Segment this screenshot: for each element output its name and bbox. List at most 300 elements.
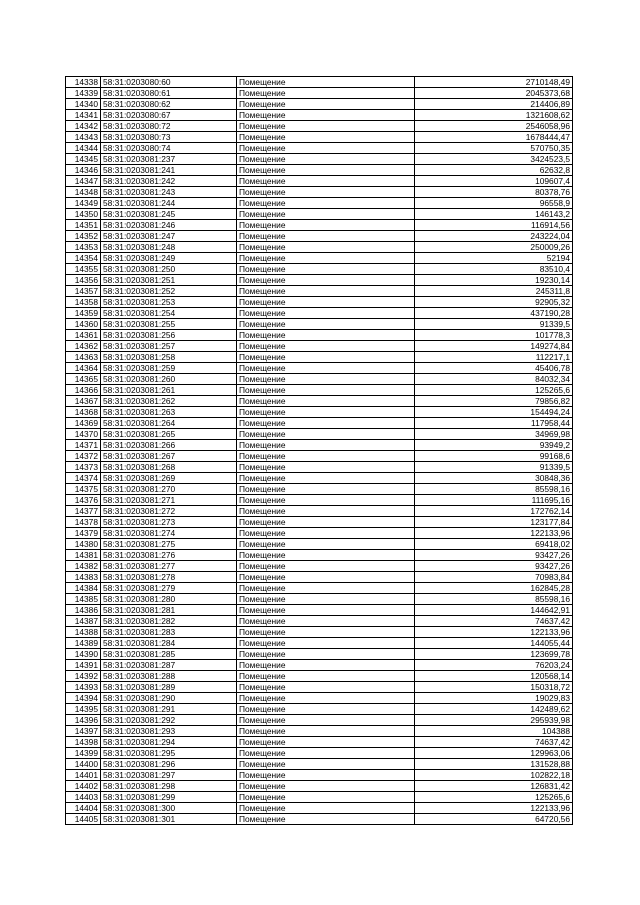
object-type: Помещение: [237, 341, 415, 352]
cadastral-value: 116914,56: [415, 220, 573, 231]
cadastral-number: 58:31:0203081:301: [101, 814, 237, 825]
object-type: Помещение: [237, 242, 415, 253]
table-row: [66, 264, 573, 275]
cadastral-value: 74637,42: [415, 616, 573, 627]
cadastral-number: 58:31:0203081:259: [101, 363, 237, 374]
row-number: 14365: [66, 374, 101, 385]
cadastral-number: 58:31:0203081:246: [101, 220, 237, 231]
object-type: Помещение: [237, 462, 415, 473]
object-type: Помещение: [237, 231, 415, 242]
cadastral-value: 64720,56: [415, 814, 573, 825]
cadastral-value: 30848,36: [415, 473, 573, 484]
table-row: [66, 297, 573, 308]
cadastral-value: 93949,2: [415, 440, 573, 451]
table-row: [66, 792, 573, 803]
table-row: [66, 88, 573, 99]
table-row: [66, 539, 573, 550]
row-number: 14392: [66, 671, 101, 682]
cadastral-value: 2710148,49: [415, 77, 573, 88]
table-row: [66, 187, 573, 198]
row-number: 14353: [66, 242, 101, 253]
object-type: Помещение: [237, 484, 415, 495]
cadastral-value: 2546058,96: [415, 121, 573, 132]
registry-table-body: [66, 77, 573, 825]
table-row: [66, 231, 573, 242]
row-number: 14340: [66, 99, 101, 110]
object-type: Помещение: [237, 198, 415, 209]
table-row: [66, 319, 573, 330]
cadastral-number: 58:31:0203081:269: [101, 473, 237, 484]
object-type: Помещение: [237, 539, 415, 550]
cadastral-number: 58:31:0203081:287: [101, 660, 237, 671]
object-type: Помещение: [237, 715, 415, 726]
object-type: Помещение: [237, 616, 415, 627]
cadastral-number: 58:31:0203081:278: [101, 572, 237, 583]
cadastral-number: 58:31:0203081:255: [101, 319, 237, 330]
cadastral-value: 83510,4: [415, 264, 573, 275]
cadastral-number: 58:31:0203081:273: [101, 517, 237, 528]
cadastral-number: 58:31:0203081:258: [101, 352, 237, 363]
row-number: 14375: [66, 484, 101, 495]
row-number: 14380: [66, 539, 101, 550]
cadastral-value: 150318,72: [415, 682, 573, 693]
table-row: [66, 649, 573, 660]
cadastral-value: 122133,96: [415, 528, 573, 539]
cadastral-number: 58:31:0203081:282: [101, 616, 237, 627]
cadastral-number: 58:31:0203081:291: [101, 704, 237, 715]
row-number: 14348: [66, 187, 101, 198]
object-type: Помещение: [237, 792, 415, 803]
table-row: [66, 770, 573, 781]
object-type: Помещение: [237, 297, 415, 308]
cadastral-number: 58:31:0203081:243: [101, 187, 237, 198]
table-row: [66, 286, 573, 297]
cadastral-value: 437190,28: [415, 308, 573, 319]
object-type: Помещение: [237, 517, 415, 528]
table-row: [66, 132, 573, 143]
table-row: [66, 616, 573, 627]
object-type: Помещение: [237, 264, 415, 275]
table-row: [66, 561, 573, 572]
object-type: Помещение: [237, 704, 415, 715]
cadastral-value: 120568,14: [415, 671, 573, 682]
cadastral-value: 91339,5: [415, 462, 573, 473]
row-number: 14386: [66, 605, 101, 616]
row-number: 14390: [66, 649, 101, 660]
cadastral-value: 85598,16: [415, 484, 573, 495]
object-type: Помещение: [237, 528, 415, 539]
cadastral-number: 58:31:0203081:299: [101, 792, 237, 803]
object-type: Помещение: [237, 594, 415, 605]
table-row: [66, 330, 573, 341]
cadastral-number: 58:31:0203081:289: [101, 682, 237, 693]
cadastral-value: 125265,6: [415, 385, 573, 396]
cadastral-value: 129963,06: [415, 748, 573, 759]
row-number: 14394: [66, 693, 101, 704]
row-number: 14354: [66, 253, 101, 264]
cadastral-number: 58:31:0203080:67: [101, 110, 237, 121]
object-type: Помещение: [237, 451, 415, 462]
object-type: Помещение: [237, 473, 415, 484]
row-number: 14362: [66, 341, 101, 352]
row-number: 14382: [66, 561, 101, 572]
table-row: [66, 110, 573, 121]
object-type: Помещение: [237, 385, 415, 396]
cadastral-number: 58:31:0203081:280: [101, 594, 237, 605]
table-row: [66, 374, 573, 385]
object-type: Помещение: [237, 209, 415, 220]
row-number: 14404: [66, 803, 101, 814]
object-type: Помещение: [237, 572, 415, 583]
row-number: 14379: [66, 528, 101, 539]
cadastral-number: 58:31:0203081:241: [101, 165, 237, 176]
row-number: 14341: [66, 110, 101, 121]
cadastral-value: 101778,3: [415, 330, 573, 341]
row-number: 14367: [66, 396, 101, 407]
cadastral-number: 58:31:0203081:256: [101, 330, 237, 341]
cadastral-number: 58:31:0203081:245: [101, 209, 237, 220]
object-type: Помещение: [237, 682, 415, 693]
object-type: Помещение: [237, 396, 415, 407]
cadastral-value: 149274,84: [415, 341, 573, 352]
table-row: [66, 198, 573, 209]
cadastral-number: 58:31:0203081:268: [101, 462, 237, 473]
object-type: Помещение: [237, 286, 415, 297]
table-row: [66, 803, 573, 814]
cadastral-number: 58:31:0203081:276: [101, 550, 237, 561]
row-number: 14368: [66, 407, 101, 418]
table-row: [66, 209, 573, 220]
cadastral-value: 109607,4: [415, 176, 573, 187]
cadastral-value: 102822,18: [415, 770, 573, 781]
cadastral-value: 142489,62: [415, 704, 573, 715]
object-type: Помещение: [237, 660, 415, 671]
row-number: 14345: [66, 154, 101, 165]
row-number: 14373: [66, 462, 101, 473]
table-row: [66, 506, 573, 517]
cadastral-value: 3424523,5: [415, 154, 573, 165]
table-row: [66, 572, 573, 583]
table-row: [66, 759, 573, 770]
cadastral-value: 52194: [415, 253, 573, 264]
object-type: Помещение: [237, 495, 415, 506]
object-type: Помещение: [237, 374, 415, 385]
cadastral-number: 58:31:0203081:284: [101, 638, 237, 649]
object-type: Помещение: [237, 781, 415, 792]
object-type: Помещение: [237, 121, 415, 132]
cadastral-value: 123177,84: [415, 517, 573, 528]
table-row: [66, 682, 573, 693]
cadastral-number: 58:31:0203081:292: [101, 715, 237, 726]
cadastral-number: 58:31:0203081:264: [101, 418, 237, 429]
cadastral-value: 122133,96: [415, 627, 573, 638]
cadastral-value: 111695,16: [415, 495, 573, 506]
table-row: [66, 385, 573, 396]
cadastral-number: 58:31:0203081:267: [101, 451, 237, 462]
object-type: Помещение: [237, 803, 415, 814]
cadastral-number: 58:31:0203081:277: [101, 561, 237, 572]
row-number: 14350: [66, 209, 101, 220]
cadastral-number: 58:31:0203081:262: [101, 396, 237, 407]
cadastral-number: 58:31:0203081:295: [101, 748, 237, 759]
row-number: 14359: [66, 308, 101, 319]
table-row: [66, 627, 573, 638]
cadastral-number: 58:31:0203081:294: [101, 737, 237, 748]
row-number: 14393: [66, 682, 101, 693]
object-type: Помещение: [237, 814, 415, 825]
cadastral-value: 62632,8: [415, 165, 573, 176]
cadastral-value: 144642,91: [415, 605, 573, 616]
cadastral-number: 58:31:0203080:73: [101, 132, 237, 143]
row-number: 14376: [66, 495, 101, 506]
table-row: [66, 220, 573, 231]
row-number: 14389: [66, 638, 101, 649]
row-number: 14338: [66, 77, 101, 88]
cadastral-value: 45406,78: [415, 363, 573, 374]
table-row: [66, 99, 573, 110]
row-number: 14378: [66, 517, 101, 528]
cadastral-number: 58:31:0203081:293: [101, 726, 237, 737]
cadastral-number: 58:31:0203081:272: [101, 506, 237, 517]
row-number: 14339: [66, 88, 101, 99]
cadastral-number: 58:31:0203081:260: [101, 374, 237, 385]
object-type: Помещение: [237, 748, 415, 759]
row-number: 14402: [66, 781, 101, 792]
cadastral-value: 112217,1: [415, 352, 573, 363]
cadastral-value: 70983,84: [415, 572, 573, 583]
object-type: Помещение: [237, 132, 415, 143]
table-row: [66, 814, 573, 825]
row-number: 14372: [66, 451, 101, 462]
object-type: Помещение: [237, 176, 415, 187]
table-row: [66, 253, 573, 264]
table-row: [66, 429, 573, 440]
object-type: Помещение: [237, 418, 415, 429]
table-row: [66, 396, 573, 407]
cadastral-value: 144055,44: [415, 638, 573, 649]
table-row: [66, 693, 573, 704]
table-row: [66, 737, 573, 748]
cadastral-value: 91339,5: [415, 319, 573, 330]
table-row: [66, 638, 573, 649]
cadastral-value: 243224,04: [415, 231, 573, 242]
table-row: [66, 704, 573, 715]
registry-table: [65, 76, 573, 825]
row-number: 14349: [66, 198, 101, 209]
cadastral-number: 58:31:0203081:261: [101, 385, 237, 396]
cadastral-number: 58:31:0203080:62: [101, 99, 237, 110]
cadastral-value: 162845,28: [415, 583, 573, 594]
table-row: [66, 176, 573, 187]
row-number: 14357: [66, 286, 101, 297]
table-row: [66, 583, 573, 594]
table-row: [66, 121, 573, 132]
table-row: [66, 715, 573, 726]
table-row: [66, 363, 573, 374]
object-type: Помещение: [237, 187, 415, 198]
table-row: [66, 660, 573, 671]
row-number: 14364: [66, 363, 101, 374]
object-type: Помещение: [237, 363, 415, 374]
row-number: 14384: [66, 583, 101, 594]
cadastral-number: 58:31:0203081:290: [101, 693, 237, 704]
cadastral-value: 69418,02: [415, 539, 573, 550]
object-type: Помещение: [237, 220, 415, 231]
cadastral-number: 58:31:0203081:257: [101, 341, 237, 352]
object-type: Помещение: [237, 759, 415, 770]
cadastral-number: 58:31:0203081:271: [101, 495, 237, 506]
object-type: Помещение: [237, 308, 415, 319]
cadastral-value: 125265,6: [415, 792, 573, 803]
object-type: Помещение: [237, 352, 415, 363]
row-number: 14344: [66, 143, 101, 154]
cadastral-value: 19029,83: [415, 693, 573, 704]
cadastral-number: 58:31:0203081:279: [101, 583, 237, 594]
cadastral-number: 58:31:0203081:297: [101, 770, 237, 781]
table-row: [66, 462, 573, 473]
table-row: [66, 528, 573, 539]
object-type: Помещение: [237, 253, 415, 264]
cadastral-value: 93427,26: [415, 550, 573, 561]
object-type: Помещение: [237, 165, 415, 176]
object-type: Помещение: [237, 154, 415, 165]
object-type: Помещение: [237, 440, 415, 451]
cadastral-value: 74637,42: [415, 737, 573, 748]
cadastral-number: 58:31:0203081:274: [101, 528, 237, 539]
object-type: Помещение: [237, 506, 415, 517]
row-number: 14342: [66, 121, 101, 132]
cadastral-value: 85598,16: [415, 594, 573, 605]
cadastral-number: 58:31:0203080:61: [101, 88, 237, 99]
row-number: 14385: [66, 594, 101, 605]
cadastral-number: 58:31:0203081:265: [101, 429, 237, 440]
cadastral-number: 58:31:0203081:251: [101, 275, 237, 286]
row-number: 14374: [66, 473, 101, 484]
object-type: Помещение: [237, 605, 415, 616]
cadastral-number: 58:31:0203081:266: [101, 440, 237, 451]
table-row: [66, 605, 573, 616]
cadastral-number: 58:31:0203081:283: [101, 627, 237, 638]
table-row: [66, 484, 573, 495]
row-number: 14383: [66, 572, 101, 583]
table-row: [66, 275, 573, 286]
row-number: 14369: [66, 418, 101, 429]
cadastral-value: 1321608,62: [415, 110, 573, 121]
object-type: Помещение: [237, 88, 415, 99]
cadastral-value: 92905,32: [415, 297, 573, 308]
cadastral-number: 58:31:0203081:247: [101, 231, 237, 242]
cadastral-number: 58:31:0203081:244: [101, 198, 237, 209]
object-type: Помещение: [237, 319, 415, 330]
cadastral-number: 58:31:0203081:252: [101, 286, 237, 297]
cadastral-number: 58:31:0203081:242: [101, 176, 237, 187]
row-number: 14387: [66, 616, 101, 627]
cadastral-value: 123699,78: [415, 649, 573, 660]
cadastral-value: 93427,26: [415, 561, 573, 572]
table-row: [66, 748, 573, 759]
table-row: [66, 352, 573, 363]
row-number: 14346: [66, 165, 101, 176]
cadastral-value: 146143,2: [415, 209, 573, 220]
cadastral-number: 58:31:0203081:300: [101, 803, 237, 814]
cadastral-number: 58:31:0203080:60: [101, 77, 237, 88]
cadastral-value: 172762,14: [415, 506, 573, 517]
table-row: [66, 550, 573, 561]
row-number: 14388: [66, 627, 101, 638]
cadastral-value: 214406,89: [415, 99, 573, 110]
cadastral-number: 58:31:0203081:254: [101, 308, 237, 319]
object-type: Помещение: [237, 407, 415, 418]
row-number: 14399: [66, 748, 101, 759]
cadastral-value: 34969,98: [415, 429, 573, 440]
cadastral-value: 84032,34: [415, 374, 573, 385]
table-row: [66, 165, 573, 176]
cadastral-number: 58:31:0203081:253: [101, 297, 237, 308]
object-type: Помещение: [237, 583, 415, 594]
row-number: 14347: [66, 176, 101, 187]
cadastral-value: 154494,24: [415, 407, 573, 418]
cadastral-value: 117958,44: [415, 418, 573, 429]
table-row: [66, 154, 573, 165]
row-number: 14356: [66, 275, 101, 286]
object-type: Помещение: [237, 627, 415, 638]
row-number: 14358: [66, 297, 101, 308]
table-row: [66, 671, 573, 682]
row-number: 14395: [66, 704, 101, 715]
row-number: 14361: [66, 330, 101, 341]
cadastral-value: 570750,35: [415, 143, 573, 154]
cadastral-number: 58:31:0203080:74: [101, 143, 237, 154]
object-type: Помещение: [237, 429, 415, 440]
table-row: [66, 77, 573, 88]
table-row: [66, 242, 573, 253]
row-number: 14396: [66, 715, 101, 726]
table-row: [66, 594, 573, 605]
cadastral-number: 58:31:0203081:237: [101, 154, 237, 165]
object-type: Помещение: [237, 561, 415, 572]
row-number: 14398: [66, 737, 101, 748]
object-type: Помещение: [237, 77, 415, 88]
cadastral-number: 58:31:0203081:285: [101, 649, 237, 660]
table-row: [66, 495, 573, 506]
object-type: Помещение: [237, 770, 415, 781]
cadastral-number: 58:31:0203081:270: [101, 484, 237, 495]
row-number: 14366: [66, 385, 101, 396]
cadastral-number: 58:31:0203081:296: [101, 759, 237, 770]
row-number: 14370: [66, 429, 101, 440]
table-row: [66, 473, 573, 484]
cadastral-value: 104388: [415, 726, 573, 737]
row-number: 14355: [66, 264, 101, 275]
row-number: 14371: [66, 440, 101, 451]
cadastral-number: 58:31:0203081:288: [101, 671, 237, 682]
cadastral-value: 96558,9: [415, 198, 573, 209]
row-number: 14343: [66, 132, 101, 143]
row-number: 14403: [66, 792, 101, 803]
cadastral-value: 79856,82: [415, 396, 573, 407]
table-row: [66, 440, 573, 451]
object-type: Помещение: [237, 693, 415, 704]
object-type: Помещение: [237, 99, 415, 110]
row-number: 14363: [66, 352, 101, 363]
object-type: Помещение: [237, 649, 415, 660]
object-type: Помещение: [237, 726, 415, 737]
table-row: [66, 143, 573, 154]
table-row: [66, 308, 573, 319]
object-type: Помещение: [237, 143, 415, 154]
row-number: 14405: [66, 814, 101, 825]
cadastral-number: 58:31:0203081:250: [101, 264, 237, 275]
